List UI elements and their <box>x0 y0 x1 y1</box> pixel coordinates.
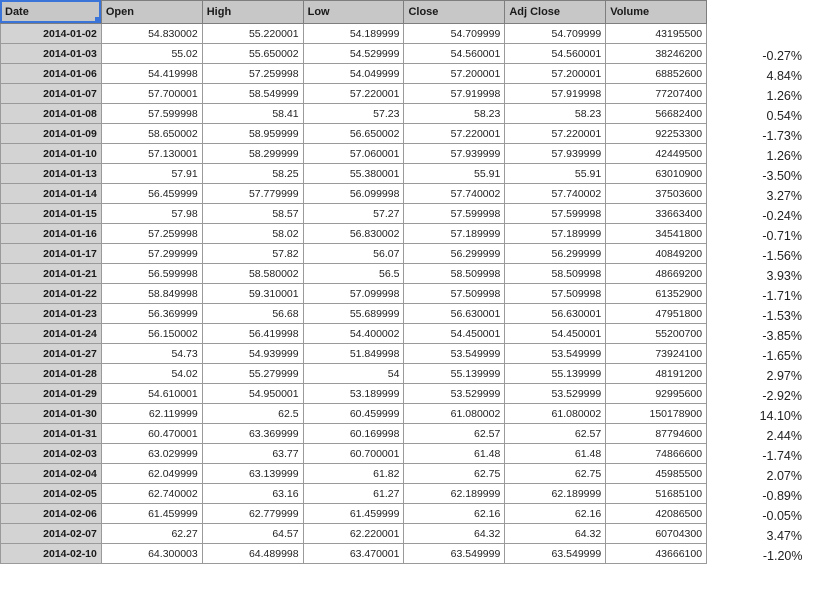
close-cell[interactable]: 56.630001 <box>404 304 505 324</box>
table-row <box>1 384 837 404</box>
date-cell[interactable]: 2014-01-29 <box>1 384 102 404</box>
low-cell[interactable]: 60.459999 <box>303 404 404 424</box>
column-header-close[interactable]: Close <box>404 1 505 24</box>
table-row <box>1 344 837 364</box>
close-cell[interactable]: 54.709999 <box>404 24 505 44</box>
column-header-adj-close[interactable]: Adj Close <box>505 1 606 24</box>
low-cell[interactable]: 54.529999 <box>303 44 404 64</box>
low-cell[interactable]: 61.82 <box>303 464 404 484</box>
open-cell[interactable]: 56.599998 <box>101 264 202 284</box>
high-cell[interactable]: 56.419998 <box>202 324 303 344</box>
percent-change-cell[interactable]: -0.71% <box>762 228 802 243</box>
volume-cell[interactable]: 34541800 <box>606 224 707 244</box>
close-cell[interactable]: 61.080002 <box>404 404 505 424</box>
close-cell[interactable]: 57.740002 <box>404 184 505 204</box>
adj-close-cell[interactable]: 56.299999 <box>505 244 606 264</box>
volume-cell[interactable]: 63010900 <box>606 164 707 184</box>
date-cell[interactable]: 2014-01-16 <box>1 224 102 244</box>
volume-cell[interactable]: 92253300 <box>606 124 707 144</box>
adj-close-cell[interactable]: 55.139999 <box>505 364 606 384</box>
close-cell[interactable]: 62.75 <box>404 464 505 484</box>
close-cell[interactable]: 53.529999 <box>404 384 505 404</box>
date-cell[interactable]: 2014-01-30 <box>1 404 102 424</box>
high-cell[interactable]: 55.650002 <box>202 44 303 64</box>
percent-change-cell[interactable]: 3.93% <box>766 268 802 283</box>
close-cell[interactable]: 57.200001 <box>404 64 505 84</box>
date-cell[interactable]: 2014-02-07 <box>1 524 102 544</box>
high-cell[interactable]: 57.82 <box>202 244 303 264</box>
open-cell[interactable]: 57.700001 <box>101 84 202 104</box>
header-row <box>1 1 837 24</box>
adj-close-cell[interactable]: 57.189999 <box>505 224 606 244</box>
volume-cell[interactable]: 42086500 <box>606 504 707 524</box>
low-cell[interactable]: 56.5 <box>303 264 404 284</box>
volume-cell[interactable]: 60704300 <box>606 524 707 544</box>
percent-change-cell[interactable]: -1.74% <box>762 448 802 463</box>
low-cell[interactable]: 57.220001 <box>303 84 404 104</box>
table-row <box>1 524 837 544</box>
close-cell[interactable]: 61.48 <box>404 444 505 464</box>
adj-close-cell[interactable]: 61.080002 <box>505 404 606 424</box>
volume-cell[interactable]: 48191200 <box>606 364 707 384</box>
percent-change-cell[interactable]: -0.89% <box>762 488 802 503</box>
high-cell[interactable]: 62.5 <box>202 404 303 424</box>
date-cell[interactable]: 2014-02-10 <box>1 544 102 564</box>
open-cell[interactable]: 56.369999 <box>101 304 202 324</box>
volume-cell[interactable]: 43666100 <box>606 544 707 564</box>
low-cell[interactable]: 56.830002 <box>303 224 404 244</box>
adj-close-cell[interactable]: 54.709999 <box>505 24 606 44</box>
percent-change-cell[interactable]: -0.27% <box>762 48 802 63</box>
high-cell[interactable]: 63.77 <box>202 444 303 464</box>
table-row <box>1 144 837 164</box>
date-cell[interactable]: 2014-01-09 <box>1 124 102 144</box>
percent-change-cell[interactable]: 3.47% <box>766 528 802 543</box>
date-cell[interactable]: 2014-02-05 <box>1 484 102 504</box>
volume-cell[interactable]: 55200700 <box>606 324 707 344</box>
open-cell[interactable]: 54.419998 <box>101 64 202 84</box>
volume-cell[interactable]: 51685100 <box>606 484 707 504</box>
adj-close-cell[interactable]: 57.939999 <box>505 144 606 164</box>
date-cell[interactable]: 2014-01-13 <box>1 164 102 184</box>
high-cell[interactable]: 58.959999 <box>202 124 303 144</box>
low-cell[interactable]: 51.849998 <box>303 344 404 364</box>
adj-close-cell[interactable]: 57.220001 <box>505 124 606 144</box>
percent-change-cell[interactable]: 4.84% <box>766 68 802 83</box>
table-row <box>1 124 837 144</box>
close-cell[interactable]: 55.91 <box>404 164 505 184</box>
date-cell[interactable]: 2014-01-14 <box>1 184 102 204</box>
low-cell[interactable]: 56.650002 <box>303 124 404 144</box>
column-header-date[interactable]: Date <box>1 1 102 24</box>
low-cell[interactable]: 53.189999 <box>303 384 404 404</box>
percent-change-cell[interactable]: 14.10% <box>759 408 802 423</box>
adj-close-cell[interactable]: 58.23 <box>505 104 606 124</box>
percent-change-cell[interactable]: 0.54% <box>766 108 802 123</box>
volume-cell[interactable]: 43195500 <box>606 24 707 44</box>
adj-close-cell[interactable]: 62.189999 <box>505 484 606 504</box>
close-cell[interactable]: 63.549999 <box>404 544 505 564</box>
close-cell[interactable]: 56.299999 <box>404 244 505 264</box>
percent-change-cell[interactable]: -1.20% <box>762 548 803 563</box>
adj-close-cell[interactable]: 57.599998 <box>505 204 606 224</box>
low-cell[interactable]: 56.07 <box>303 244 404 264</box>
high-cell[interactable]: 58.25 <box>202 164 303 184</box>
column-header-open[interactable]: Open <box>101 1 202 24</box>
low-cell[interactable]: 56.099998 <box>303 184 404 204</box>
adj-close-cell[interactable]: 57.740002 <box>505 184 606 204</box>
volume-cell[interactable]: 61352900 <box>606 284 707 304</box>
percent-change-cell[interactable]: 1.26% <box>766 88 802 103</box>
date-cell[interactable]: 2014-01-06 <box>1 64 102 84</box>
high-cell[interactable]: 63.369999 <box>202 424 303 444</box>
open-cell[interactable]: 56.459999 <box>101 184 202 204</box>
date-cell[interactable]: 2014-01-22 <box>1 284 102 304</box>
table-row <box>1 84 837 104</box>
percent-change-cell[interactable]: -3.85% <box>762 328 802 343</box>
volume-cell[interactable]: 87794600 <box>606 424 707 444</box>
table-row <box>1 104 837 124</box>
percent-change-cell[interactable] <box>707 24 837 44</box>
high-cell[interactable]: 58.580002 <box>202 264 303 284</box>
volume-cell[interactable]: 47951800 <box>606 304 707 324</box>
volume-cell[interactable]: 48669200 <box>606 264 707 284</box>
date-cell[interactable]: 2014-02-06 <box>1 504 102 524</box>
high-cell[interactable]: 63.16 <box>202 484 303 504</box>
open-cell[interactable]: 63.029999 <box>101 444 202 464</box>
open-cell[interactable]: 57.98 <box>101 204 202 224</box>
percent-change-cell[interactable]: -1.56% <box>762 248 802 263</box>
open-cell[interactable]: 61.459999 <box>101 504 202 524</box>
date-cell[interactable]: 2014-01-17 <box>1 244 102 264</box>
percent-change-cell[interactable]: -1.65% <box>762 348 802 363</box>
close-cell[interactable]: 62.57 <box>404 424 505 444</box>
high-cell[interactable]: 54.939999 <box>202 344 303 364</box>
high-cell[interactable]: 58.299999 <box>202 144 303 164</box>
close-cell[interactable]: 58.23 <box>404 104 505 124</box>
high-cell[interactable]: 64.489998 <box>202 544 303 564</box>
table-row <box>1 224 837 244</box>
volume-cell[interactable]: 150178900 <box>606 404 707 424</box>
adj-close-cell[interactable]: 63.549999 <box>505 544 606 564</box>
open-cell[interactable]: 57.299999 <box>101 244 202 264</box>
table-row <box>1 364 837 384</box>
high-cell[interactable]: 58.02 <box>202 224 303 244</box>
adj-close-cell[interactable]: 64.32 <box>505 524 606 544</box>
volume-cell[interactable]: 68852600 <box>606 64 707 84</box>
percent-change-cell[interactable]: 1.26% <box>766 148 802 163</box>
percent-change-cell[interactable]: 2.97% <box>766 368 802 383</box>
open-cell[interactable]: 57.599998 <box>101 104 202 124</box>
table-row <box>1 64 837 84</box>
date-cell[interactable]: 2014-01-31 <box>1 424 102 444</box>
open-cell[interactable]: 57.91 <box>101 164 202 184</box>
table-row <box>1 544 837 564</box>
adj-close-cell[interactable]: 54.560001 <box>505 44 606 64</box>
open-cell[interactable]: 62.27 <box>101 524 202 544</box>
table-row <box>1 484 837 504</box>
percent-change-cell[interactable]: 2.44% <box>766 428 802 443</box>
open-cell[interactable]: 58.650002 <box>101 124 202 144</box>
column-header-volume[interactable]: Volume <box>606 1 707 24</box>
percent-change-cell[interactable]: -0.05% <box>762 508 802 523</box>
low-cell[interactable]: 54.189999 <box>303 24 404 44</box>
open-cell[interactable]: 56.150002 <box>101 324 202 344</box>
date-cell[interactable]: 2014-01-23 <box>1 304 102 324</box>
high-cell[interactable]: 55.279999 <box>202 364 303 384</box>
table-row <box>1 504 837 524</box>
close-cell[interactable]: 57.189999 <box>404 224 505 244</box>
low-cell[interactable]: 55.380001 <box>303 164 404 184</box>
high-cell[interactable]: 58.41 <box>202 104 303 124</box>
date-cell[interactable]: 2014-01-28 <box>1 364 102 384</box>
open-cell[interactable]: 58.849998 <box>101 284 202 304</box>
date-cell[interactable]: 2014-01-24 <box>1 324 102 344</box>
high-cell[interactable]: 56.68 <box>202 304 303 324</box>
date-cell[interactable]: 2014-01-27 <box>1 344 102 364</box>
percent-change-cell[interactable]: -0.24% <box>762 208 802 223</box>
table-row <box>1 304 837 324</box>
low-cell[interactable]: 57.23 <box>303 104 404 124</box>
date-cell[interactable]: 2014-01-07 <box>1 84 102 104</box>
close-cell[interactable]: 53.549999 <box>404 344 505 364</box>
adj-close-cell[interactable]: 61.48 <box>505 444 606 464</box>
open-cell[interactable]: 62.119999 <box>101 404 202 424</box>
close-cell[interactable]: 62.189999 <box>404 484 505 504</box>
empty-header-cell[interactable] <box>707 1 837 24</box>
open-cell[interactable]: 60.470001 <box>101 424 202 444</box>
open-cell[interactable]: 64.300003 <box>101 544 202 564</box>
adj-close-cell[interactable]: 57.509998 <box>505 284 606 304</box>
high-cell[interactable]: 57.259998 <box>202 64 303 84</box>
table-row <box>1 424 837 444</box>
adj-close-cell[interactable]: 57.919998 <box>505 84 606 104</box>
close-cell[interactable]: 57.509998 <box>404 284 505 304</box>
volume-cell[interactable]: 56682400 <box>606 104 707 124</box>
table-row <box>1 184 837 204</box>
low-cell[interactable]: 60.700001 <box>303 444 404 464</box>
adj-close-cell[interactable]: 56.630001 <box>505 304 606 324</box>
volume-cell[interactable]: 38246200 <box>606 44 707 64</box>
close-cell[interactable]: 58.509998 <box>404 264 505 284</box>
close-cell[interactable]: 54.560001 <box>404 44 505 64</box>
adj-close-cell[interactable]: 57.200001 <box>505 64 606 84</box>
high-cell[interactable]: 62.779999 <box>202 504 303 524</box>
low-cell[interactable]: 60.169998 <box>303 424 404 444</box>
volume-cell[interactable]: 73924100 <box>606 344 707 364</box>
column-header-low[interactable]: Low <box>303 1 404 24</box>
close-cell[interactable]: 64.32 <box>404 524 505 544</box>
table-row <box>1 44 837 64</box>
percent-change-cell[interactable]: -1.73% <box>762 128 802 143</box>
close-cell[interactable]: 57.599998 <box>404 204 505 224</box>
volume-cell[interactable]: 37503600 <box>606 184 707 204</box>
volume-cell[interactable]: 40849200 <box>606 244 707 264</box>
high-cell[interactable]: 59.310001 <box>202 284 303 304</box>
table-row <box>1 164 837 184</box>
volume-cell[interactable]: 77207400 <box>606 84 707 104</box>
low-cell[interactable]: 54 <box>303 364 404 384</box>
open-cell[interactable]: 62.740002 <box>101 484 202 504</box>
open-cell[interactable]: 54.610001 <box>101 384 202 404</box>
close-cell[interactable]: 57.919998 <box>404 84 505 104</box>
high-cell[interactable]: 63.139999 <box>202 464 303 484</box>
table-row <box>1 264 837 284</box>
adj-close-cell[interactable]: 58.509998 <box>505 264 606 284</box>
open-cell[interactable]: 55.02 <box>101 44 202 64</box>
date-cell[interactable]: 2014-01-03 <box>1 44 102 64</box>
low-cell[interactable]: 57.099998 <box>303 284 404 304</box>
low-cell[interactable]: 61.27 <box>303 484 404 504</box>
volume-cell[interactable]: 92995600 <box>606 384 707 404</box>
high-cell[interactable]: 55.220001 <box>202 24 303 44</box>
open-cell[interactable]: 54.02 <box>101 364 202 384</box>
table-row <box>1 244 837 264</box>
close-cell[interactable]: 54.450001 <box>404 324 505 344</box>
date-cell[interactable]: 2014-01-15 <box>1 204 102 224</box>
high-cell[interactable]: 54.950001 <box>202 384 303 404</box>
percent-change-cell[interactable]: -1.53% <box>762 308 802 323</box>
percent-change-cell[interactable]: -3.50% <box>762 168 802 183</box>
open-cell[interactable]: 54.73 <box>101 344 202 364</box>
adj-close-cell[interactable]: 54.450001 <box>505 324 606 344</box>
open-cell[interactable]: 57.259998 <box>101 224 202 244</box>
adj-close-cell[interactable]: 62.75 <box>505 464 606 484</box>
low-cell[interactable]: 57.060001 <box>303 144 404 164</box>
table-row <box>1 444 837 464</box>
date-cell[interactable]: 2014-02-04 <box>1 464 102 484</box>
low-cell[interactable]: 55.689999 <box>303 304 404 324</box>
percent-change-cell[interactable]: 3.27% <box>766 188 802 203</box>
high-cell[interactable]: 57.779999 <box>202 184 303 204</box>
adj-close-cell[interactable]: 53.529999 <box>505 384 606 404</box>
close-cell[interactable]: 57.939999 <box>404 144 505 164</box>
low-cell[interactable]: 54.049999 <box>303 64 404 84</box>
high-cell[interactable]: 58.549999 <box>202 84 303 104</box>
date-cell[interactable]: 2014-01-08 <box>1 104 102 124</box>
percent-change-cell[interactable]: 2.07% <box>766 468 802 483</box>
table-row <box>1 24 837 44</box>
open-cell[interactable]: 62.049999 <box>101 464 202 484</box>
percent-change-cell[interactable]: -2.92% <box>762 388 802 403</box>
close-cell[interactable]: 57.220001 <box>404 124 505 144</box>
high-cell[interactable]: 64.57 <box>202 524 303 544</box>
date-cell[interactable]: 2014-01-02 <box>1 24 102 44</box>
date-cell[interactable]: 2014-01-10 <box>1 144 102 164</box>
percent-change-cell[interactable]: -1.71% <box>762 288 802 303</box>
volume-cell[interactable]: 42449500 <box>606 144 707 164</box>
table-row <box>1 284 837 304</box>
column-header-high[interactable]: High <box>202 1 303 24</box>
low-cell[interactable]: 54.400002 <box>303 324 404 344</box>
volume-cell[interactable]: 33663400 <box>606 204 707 224</box>
adj-close-cell[interactable]: 62.57 <box>505 424 606 444</box>
volume-cell[interactable]: 45985500 <box>606 464 707 484</box>
volume-cell[interactable]: 74866600 <box>606 444 707 464</box>
open-cell[interactable]: 54.830002 <box>101 24 202 44</box>
adj-close-cell[interactable]: 55.91 <box>505 164 606 184</box>
high-cell[interactable]: 58.57 <box>202 204 303 224</box>
table-row <box>1 404 837 424</box>
low-cell[interactable]: 62.220001 <box>303 524 404 544</box>
close-cell[interactable]: 55.139999 <box>404 364 505 384</box>
adj-close-cell[interactable]: 62.16 <box>505 504 606 524</box>
table-row <box>1 324 837 344</box>
adj-close-cell[interactable]: 53.549999 <box>505 344 606 364</box>
date-cell[interactable]: 2014-02-03 <box>1 444 102 464</box>
low-cell[interactable]: 57.27 <box>303 204 404 224</box>
table-row <box>1 204 837 224</box>
open-cell[interactable]: 57.130001 <box>101 144 202 164</box>
table-row <box>1 464 837 484</box>
date-cell[interactable]: 2014-01-21 <box>1 264 102 284</box>
low-cell[interactable]: 61.459999 <box>303 504 404 524</box>
close-cell[interactable]: 62.16 <box>404 504 505 524</box>
low-cell[interactable]: 63.470001 <box>303 544 404 564</box>
table-body <box>1 24 837 564</box>
